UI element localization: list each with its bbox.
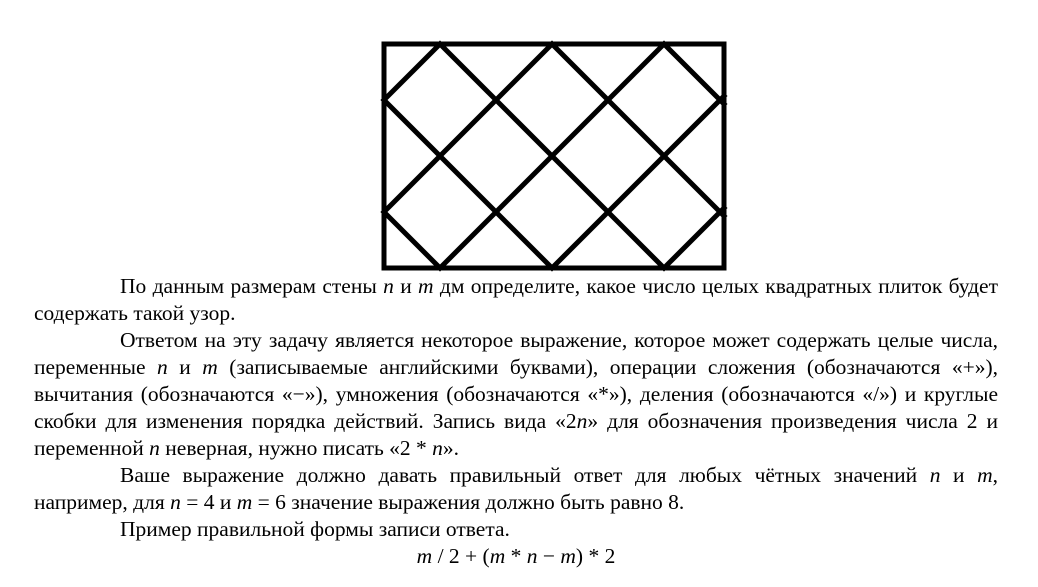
problem-text: [34, 273, 998, 570]
diag-line: [384, 44, 440, 100]
paragraph-1: По данным размерам стены n и m дм определите, какое число целых квадратных плиток будет содержать такой узор.: [34, 274, 999, 325]
paragraph-2: Ответом на эту задачу является некоторое выражение, которое может содержать целые числа, переменные n и m (записываемые английскими буквами), операции сложения (обозначаются «+»), вычитания (обозначаются «−»), умножения (обозначаются «*»), деления (обозначаются «/») и круглые скобки для изменения порядка действий. Запись вида «2n» для обозначения произведения числа 2 и переменной n неверная, нужно писать «2 * n».: [34, 328, 998, 460]
diag-line: [664, 44, 724, 104]
diag-line: [384, 212, 440, 268]
paragraph-3: Ваше выражение должно давать правильный ответ для любых чётных значений n и m, например, для n = 4 и m = 6 значение выражения должно быть равно 8.: [34, 463, 998, 514]
diag-line: [664, 208, 724, 268]
tile-pattern-figure: [378, 38, 730, 274]
paragraph-4: Пример правильной формы записи ответа.: [120, 517, 510, 541]
answer-example-formula: m / 2 + (m * n − m) * 2: [416, 544, 616, 568]
